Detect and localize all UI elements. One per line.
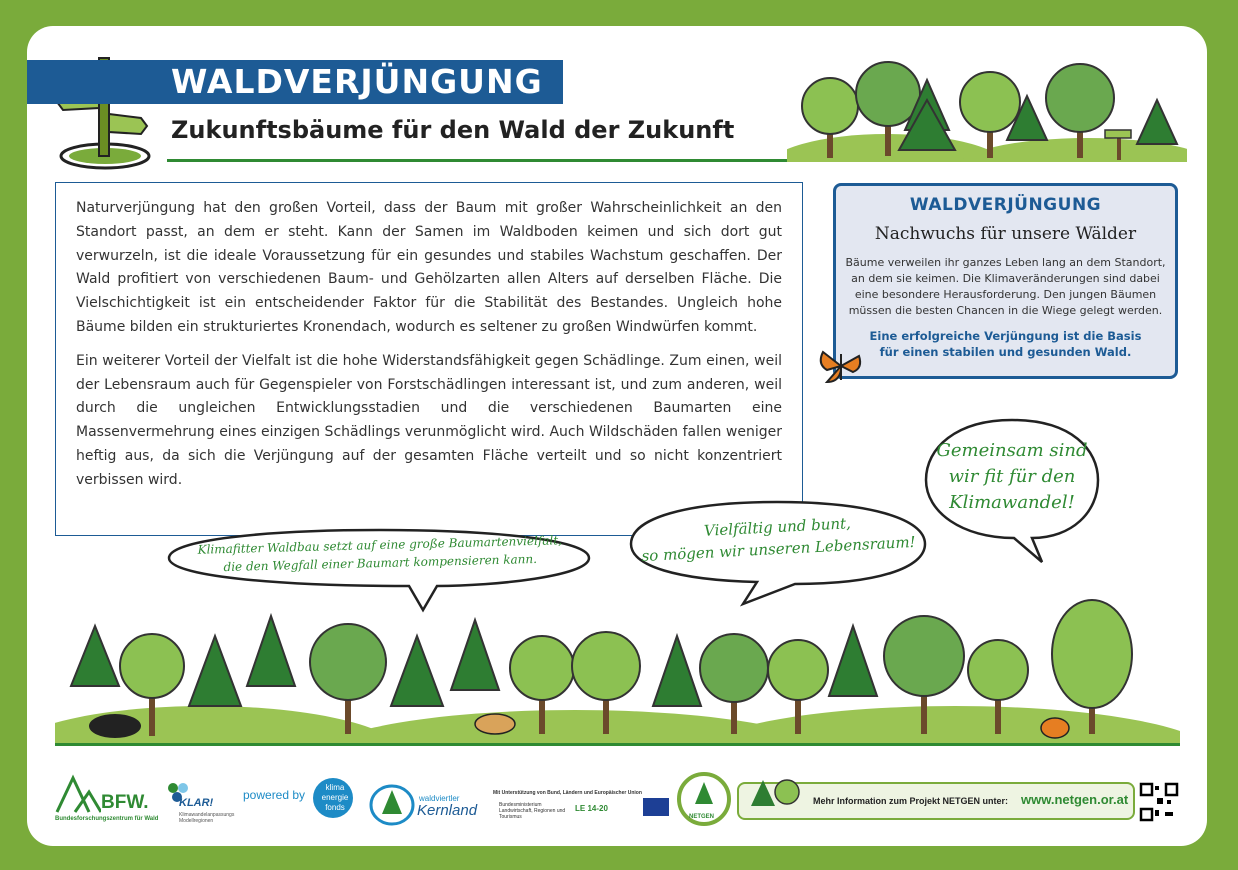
klimafonds-line-1: klima [325, 783, 345, 792]
eu-flag-icon [643, 798, 669, 816]
bubble-right-line-3: Klimawandel! [949, 492, 1075, 513]
le-logo-text: LE 14-20 [575, 804, 608, 813]
info-box-body: Bäume verweilen ihr ganzes Leben lang an dem Standort, an dem sie keimen. Die Klimaveränderungen sind dabei eine besondere Herausforderung. Den jungen Bäumen müssen die besten Chancen in die Wiege gelegt werden. [845, 256, 1166, 317]
klar-caption: Klimawandelanpassungs Modellregionen [179, 812, 235, 824]
header-forest-illustration [787, 50, 1187, 162]
info-box-highlight-line-1: Eine erfolgreiche Verjüngung ist die Basis [869, 329, 1142, 343]
powered-by-text: powered by [243, 788, 306, 802]
eu-support-text: Mit Unterstützung von Bund, Ländern und Europäischer Union [493, 790, 642, 796]
bubble-left-line-1: Klimafitter Waldbau setzt auf eine große Baumartenvielfalt, [197, 533, 563, 557]
kernland-big-text: Kernland [417, 802, 478, 819]
info-box-title: WALDVERJÜNGUNG [909, 195, 1102, 215]
netgen-logo-text: NETGEN [689, 814, 715, 820]
main-paragraph-2: Ein weiterer Vorteil der Vielfalt ist die hohe Widerstandsfähigkeit gegen Schädlinge. Zum einen, weil der Lebensraum auch für Gegenspieler von Forstschädlingen interessant ist, und zum anderen, weil durch die ungleichen Entwicklungsstadien und die verschiedenen Baumarten eine Massenvermehrung eines einzigen Schädlings verunmöglicht wird. Auch Wildschäden fallen weniger heftig aus, da sich die Verjüngung auf der gesamten Fläche verteilt und so nicht konzentriert verbissen wird. [76, 352, 782, 488]
bfw-caption: Bundesforschungszentrum für Wald [55, 816, 159, 822]
klar-logo-text: KLAR! [179, 797, 214, 809]
page-title: WALDVERJÜNGUNG [171, 62, 543, 101]
footer-divider [55, 743, 1180, 746]
main-paragraph-1: Naturverjüngung hat den großen Vorteil, dass der Baum mit großer Wahrscheinlichkeit an den Standort passt, an dem er steht. Kann der Samen im Waldboden keimen und sich dort gut verwurzeln, ist die ideale Voraussetzung für ein gesundes und stabiles Wachstum geschaffen. Der Wald profitiert von verschiedenen Baum- und Gehölzarten allen Alters auf derselben Fläche. Die Vielschichtigkeit ist ein entscheidender Faktor für die Stabilität des Bestandes. Ungleich hohe Bäume bilden ein strukturiertes Kronendach, wodurch es seltener zu großen Windwürfen kommt. [76, 200, 782, 335]
poster-card [27, 26, 1207, 846]
more-info-label: Mehr Information zum Projekt NETGEN unter: [813, 796, 1009, 806]
butterfly-icon [817, 346, 865, 386]
kernland-tree-icon [369, 784, 415, 826]
page-subtitle: Zukunftsbäume für den Wald der Zukunft [171, 116, 735, 144]
bfw-logo-text: BFW. [101, 792, 149, 813]
klimafonds-line-2: energie [321, 793, 349, 802]
info-box-subtitle: Nachwuchs für unsere Wälder [874, 224, 1137, 244]
bubble-right-line-2: wir fit für den [948, 466, 1076, 487]
info-box [833, 183, 1178, 379]
more-info-box [737, 782, 1135, 820]
info-box-highlight [836, 328, 1175, 360]
bubble-right-text [934, 438, 1090, 516]
more-info-trees-icon [747, 776, 805, 816]
more-info-url[interactable]: www.netgen.or.at [1021, 792, 1129, 807]
ministry-text: Bundesministerium Landwirtschaft, Regionen und Tourismus [499, 802, 566, 820]
bubble-left-line-2: die den Wegfall einer Baumart kompensieren kann. [223, 551, 538, 575]
kernland-small-text: waldviertler [419, 794, 460, 803]
main-text-box [55, 182, 803, 536]
bfw-mountain-icon [55, 774, 101, 814]
bubble-right-line-1: Gemeinsam sind [936, 440, 1088, 461]
info-box-highlight-line-2: für einen stabilen und gesunden Wald. [879, 345, 1132, 359]
bottom-forest-illustration [55, 586, 1180, 746]
bubble-middle-line-1: Vielfältig und bunt, [703, 514, 852, 540]
klimafonds-text [316, 783, 354, 813]
qr-code-icon[interactable] [1139, 782, 1179, 822]
bubble-middle-line-2: so mögen wir unseren Lebensraum! [641, 532, 917, 566]
klimafonds-line-3: fonds [325, 803, 345, 812]
